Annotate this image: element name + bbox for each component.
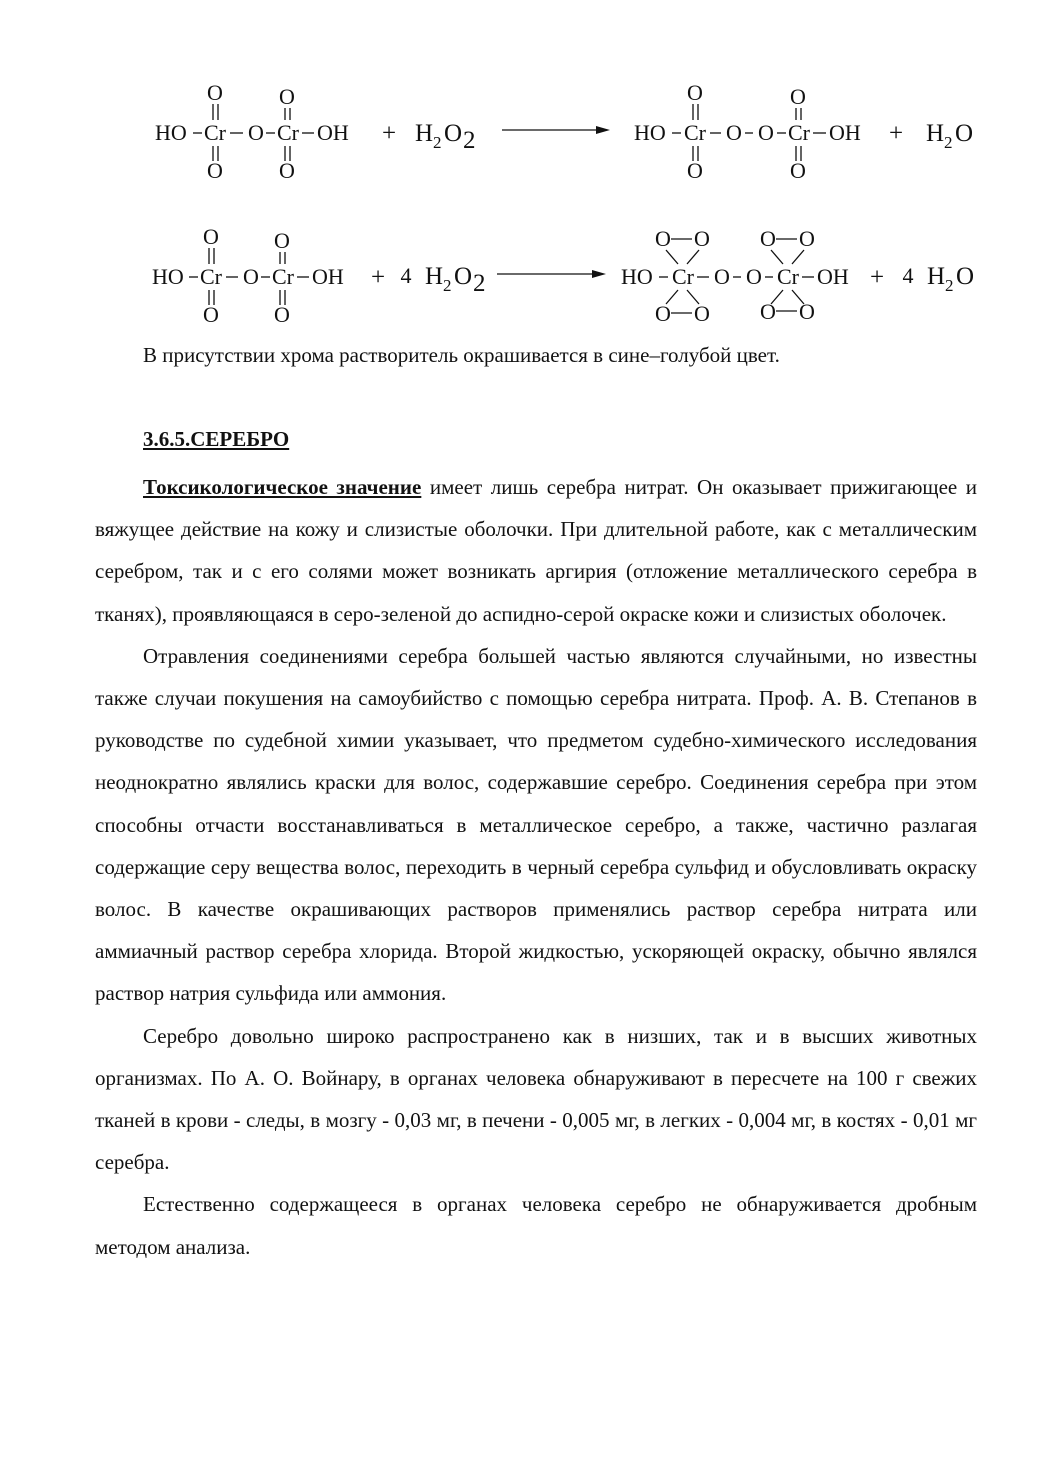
atom-oh: OH [317, 120, 349, 145]
svg-text:H: H [425, 263, 444, 290]
plus-sign: + [888, 120, 904, 147]
reaction-1-scheme [0, 70, 1039, 190]
hydrogen-peroxide [425, 263, 486, 297]
water [926, 120, 973, 152]
svg-text:HO: HO [152, 264, 184, 289]
svg-text:Cr: Cr [777, 264, 799, 289]
section-heading: 3.6.5.СЕРЕБРО [143, 427, 290, 451]
water [927, 263, 974, 295]
svg-text:Cr: Cr [684, 120, 706, 145]
plus-sign: + [381, 120, 397, 147]
reaction-1-reactant [155, 80, 349, 183]
svg-text:2: 2 [433, 133, 442, 152]
svg-text:O: O [790, 84, 806, 109]
reaction-2-reactant [152, 224, 344, 327]
reaction-arrow [502, 126, 610, 134]
atom-cr: Cr [277, 120, 299, 145]
svg-text:O: O [655, 301, 671, 326]
svg-text:O: O [274, 302, 290, 327]
svg-text:2: 2 [443, 276, 452, 295]
svg-text:O: O [454, 263, 473, 290]
svg-text:Cr: Cr [672, 264, 694, 289]
svg-text:H: H [927, 263, 946, 290]
reaction-1-product [634, 80, 861, 183]
svg-text:HO: HO [621, 264, 653, 289]
svg-text:O: O [444, 120, 463, 147]
svg-text:2: 2 [473, 270, 486, 297]
svg-text:O: O [243, 264, 259, 289]
svg-text:O: O [799, 226, 815, 251]
paragraph: Естественно содержащееся в органах человека серебро не обнаруживается дробным методом анализа. [95, 1192, 977, 1259]
svg-text:O: O [758, 120, 774, 145]
svg-text:O: O [790, 158, 806, 183]
svg-text:O: O [274, 228, 290, 253]
paragraph [95, 466, 977, 635]
svg-text:O: O [726, 120, 742, 145]
svg-text:HO: HO [634, 120, 666, 145]
svg-text:O: O [956, 263, 975, 290]
svg-text:OH: OH [312, 264, 344, 289]
hydrogen-peroxide [415, 120, 476, 154]
coefficient: 4 [400, 263, 412, 288]
body-text [95, 466, 977, 1268]
atom-o: O [279, 84, 295, 109]
atom-cr: Cr [204, 120, 226, 145]
svg-text:H: H [415, 120, 434, 147]
atom-o: O [207, 158, 223, 183]
svg-text:O: O [203, 224, 219, 249]
svg-text:2: 2 [944, 133, 953, 152]
svg-text:O: O [694, 226, 710, 251]
svg-text:Cr: Cr [788, 120, 810, 145]
svg-text:O: O [687, 80, 703, 105]
svg-text:O: O [799, 299, 815, 324]
svg-text:O: O [760, 226, 776, 251]
plus-sign: + [370, 264, 386, 291]
svg-text:O: O [203, 302, 219, 327]
svg-text:O: O [694, 301, 710, 326]
svg-text:Cr: Cr [200, 264, 222, 289]
reaction-2-product [621, 226, 849, 326]
svg-text:O: O [760, 299, 776, 324]
svg-text:O: O [746, 264, 762, 289]
svg-text:O: O [655, 226, 671, 251]
paragraph-text: имеет лишь серебра нитрат. Он оказывает прижигающее и вяжущее действие на кожу и слизистые оболочки. При длительной работе, как с металлическим серебром, так и с его солями может возникать аргирия (отложение металлического серебра в тканях), проявляющаяся в серо-зеленой до аспидно-серой окраске кожи и слизистых оболочек. [95, 475, 977, 626]
atom-o: O [207, 80, 223, 105]
svg-text:Cr: Cr [272, 264, 294, 289]
reaction-arrow [497, 270, 606, 278]
plus-sign: + [869, 264, 885, 291]
paragraph: Отравления соединениями серебра большей частью являются случайными, но известны также случаи покушения на самоубийство с помощью серебра нитрата. Проф. А. В. Степанов в руководстве по судебной химии указывает, что предметом судебно-химического исследования неоднократно являлись краски для волос, содержавшие серебро. Соединения серебра при этом способны отчасти восстанавливаться в металлическое серебро, а также, частично разлагая содержащие серу вещества волос, переходить в черный серебра сульфид и обусловливать окраску волос. В качестве окрашивающих растворов применялись раствор серебра нитрата или аммиачный раствор серебра хлорида. Второй жидкостью, ускоряющей окраску, обычно являлся раствор натрия сульфида или аммония. [95, 643, 977, 1006]
coefficient: 4 [902, 263, 914, 288]
svg-text:OH: OH [817, 264, 849, 289]
svg-text:H: H [926, 120, 945, 147]
paragraph: Серебро довольно широко распространено как в низших, так и в высших животных организмах. По А. О. Войнару, в органах человека обнаруживают в пересчете на 100 г свежих тканей в крови - следы, в мозгу - 0,03 мг, в печени - 0,005 мг, в легких - 0,004 мг, в костях - 0,01 мг серебра. [95, 1023, 977, 1175]
svg-text:O: O [714, 264, 730, 289]
svg-text:O: O [955, 120, 974, 147]
svg-text:O: O [687, 158, 703, 183]
reaction-caption: В присутствии хрома растворитель окрашивается в сине–голубой цвет. [143, 343, 780, 367]
svg-text:2: 2 [463, 127, 476, 154]
reaction-2-scheme [0, 212, 1039, 332]
paragraph-term: Токсикологическое значение [143, 475, 422, 499]
atom-ho: HO [155, 120, 187, 145]
atom-o: O [279, 158, 295, 183]
atom-o: O [248, 120, 264, 145]
svg-text:OH: OH [829, 120, 861, 145]
svg-text:2: 2 [945, 276, 954, 295]
